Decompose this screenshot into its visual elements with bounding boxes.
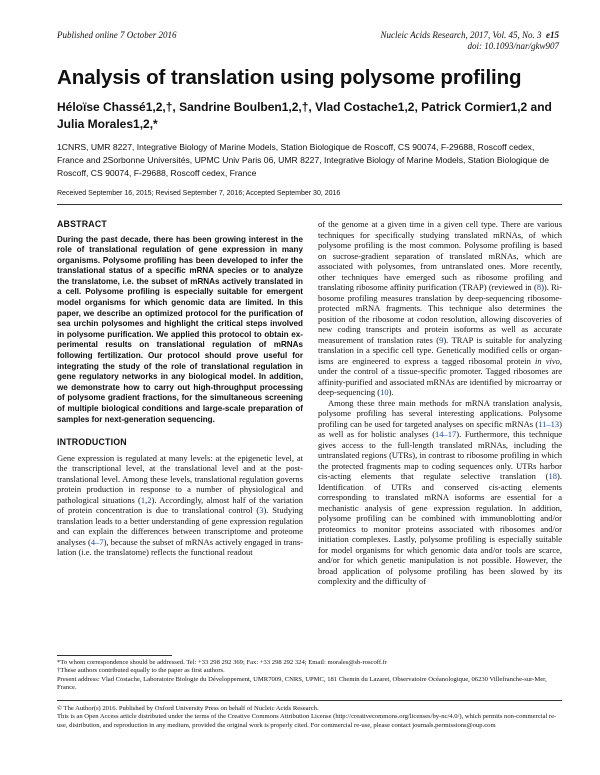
text-run: ) as well as for holistic analyses ( — [318, 418, 562, 439]
body-paragraph-2 — [318, 398, 562, 587]
copyright-line: © The Author(s) 2016. Published by Oxford University Press on behalf of Nucleic Acids Research. — [57, 705, 319, 712]
license-block — [57, 705, 562, 730]
authors-line-1: Héloïse Chassé1,2,†, Sandrine Boulben1,2,†, Vlad Costache1,2, Patrick Cormier1,2 and — [57, 100, 552, 114]
published-date: Published online 7 October 2016 — [57, 30, 177, 40]
text-run: , under the control of a tissue-specific promoter. Tagged ribosomes are affinity-purified and associated mRNAs are identified by microarray or deep-sequencing ( — [318, 355, 562, 397]
citation-link[interactable]: 2 — [147, 494, 152, 505]
footnotes — [57, 659, 562, 692]
text-run: )). Ribosome profiling measures translation by deep-sequencing ribosome-protected mRNA fragments. This technique also determines the position of the ribosome at codon resolution, allowing discoveries of new coding transcripts and protein isoforms as well as accurate measurement of translation rates ( — [318, 282, 563, 345]
body-paragraph-1 — [318, 219, 562, 398]
text-run: of the genome at a given time in a given cell type. There are various techniques for specifically studying translated mRNAs, of which polysome profiling is the most common. Polysome profiling is based on sucrose-gradient separation of translated mRNAs, which are associated with polysomes, from untranslated ones. More recently, other techniques have emerged such as ribosome profiling and translating ribosome affinity purification (TRAP) (reviewed in ( — [318, 219, 562, 292]
text-run: ). Furthermore, this technique gives access to the full-length translated mRNAs, including the untranslated regions (UTRs), in contrast to ribosome profiling in which the protected fragments map to coding sequences only. UTRs harbor cis-acting elements that regulate selective translation ( — [318, 429, 563, 481]
abstract-text: During the past decade, there has been growing interest in the role of translational regulation of gene expression in many organisms. Polysome profiling has been developed to infer the translational status of a specific mRNA species or to analyze the translatome, i.e. the subset of mRNAs actively translated in a cell. Polysome profiling is especially suitable for emergent model organisms for which genomic data are limited. In this paper, we describe an optimized protocol for the purification of sea urchin polysomes and highlight the critical steps involved in polysome purification. We applied this protocol to obtain experimental results on translational regulation of mRNAs following fertilization. Our protocol should prove useful for integrating the study of the role of translational regulation in gene regulatory networks in any biological model. In addition, we demonstrate how to carry out high-throughput processing of polysome gradient fractions, for the simultaneous screening of multiple biological conditions and large-scale preparation of samples for next-generation sequencing. — [57, 234, 303, 424]
citation-link[interactable]: 8 — [536, 282, 542, 292]
license-text: This is an Open Access article distributed under the terms of the Creative Commons Attribution License (http://creativecommons.org/licenses/by-nc/4.0/), which permits non-commercial re-use, distribution, and reproduction in any medium, provided the original work is properly cited. For commercial re-use, please contact journals.permissions@oup.com — [57, 713, 557, 729]
citation-link[interactable]: 11–13 — [538, 418, 560, 429]
text-run: Among these three main methods for mRNA translation analysis, polysome profiling has several interesting applications. Polysome profiling can be used for targeted analyses on specific mRNAs ( — [318, 397, 562, 429]
doi[interactable]: doi: 10.1093/nar/gkw907 — [467, 41, 559, 51]
equal-contribution-note: †These authors contributed equally to the paper as first authors. — [57, 667, 225, 675]
text-run: ). Studying translation leads to a better understanding of gene expression regulation and can explain the differences between transcriptome and proteome analyses ( — [57, 505, 304, 547]
citation-link[interactable]: 3 — [259, 505, 264, 516]
citation-link[interactable]: 4–7 — [90, 536, 104, 547]
received-dates: Received September 16, 2015; Revised September 7, 2016; Accepted September 30, 2016 — [57, 190, 341, 197]
journal-name: Nucleic Acids Research, 2017, Vol. 45, No. 3 — [380, 30, 542, 40]
authors-line-2: Julia Morales1,2,* — [57, 116, 158, 131]
correspondence-note: *To whom correspondence should be addressed. Tel: +33 298 292 369; Fax: +33 298 292 324; Email: morales@sb-roscoff.fr — [57, 659, 388, 666]
text-run: ). Identification of UTRs and conserved cis-acting elements corresponding to translated mRNA isoforms are essential for a mechanistic analysis of gene expression regulation. In addition, polysome profiling can be combined with immunoblotting and/or proteomics to monitor proteins associated with ribosomes and/or initiation complexes. Lastly, polysome profiling is especially suitable for model organisms for which genomic data and/or tools are scarce, and/or for which genetic manipulation is not possible. However, the broad application of polysome profiling has been slowed by its complexity and the difficulty of — [318, 471, 562, 586]
right-column — [318, 219, 562, 587]
page-number: e15 — [546, 30, 559, 40]
citation-link[interactable]: 1 — [140, 494, 146, 505]
text-run: , — [145, 494, 148, 505]
journal-citation — [381, 30, 559, 52]
footnote-divider — [57, 655, 172, 656]
present-address-note: Present address: Vlad Costache, Laboratoire Biologie du Développement, UMR7009, CNRS, UPMC, 181 Chemin du Lazaret, Observatoire Océanologique, 06230 Villefranche-sur-Mer, France. — [57, 675, 547, 691]
author-list — [57, 99, 557, 132]
left-column — [57, 219, 303, 558]
text-run: ). Accordingly, almost half of the variation of protein concentration is due to translational control ( — [57, 494, 303, 516]
text-run: ), because the subset of mRNAs actively engaged in translation (i.e. the translatome) reflects the functional readout — [57, 536, 303, 558]
intro-paragraph-1 — [57, 453, 303, 558]
copyright-divider — [57, 700, 562, 701]
citation-link[interactable]: 10 — [380, 387, 389, 397]
text-run: ). TRAP is suitable for analyzing translation in a specific cell type. Genetically modified cells or organisms are engineered to express a tagged ribosomal protein — [318, 334, 562, 366]
citation-link[interactable]: 14–17 — [435, 429, 457, 439]
citation-link[interactable]: 18 — [548, 471, 558, 481]
abstract-heading: ABSTRACT — [57, 219, 107, 229]
text-run: ). — [388, 387, 394, 397]
introduction-heading: INTRODUCTION — [57, 437, 127, 448]
text-run: Gene expression is regulated at many levels: at the epigenetic level, at the transcriptional level, at the translational level and at the post-translational level. Among these levels, translational regulation governs protein production in response to a number of physiological and pathological situations ( — [57, 452, 303, 505]
article-title: Analysis of translation using polysome profiling — [57, 66, 522, 89]
citation-link[interactable]: 9 — [439, 334, 444, 345]
header-divider — [57, 204, 562, 205]
italic-term: in vivo — [534, 355, 560, 366]
affiliations: 1CNRS, UMR 8227, Integrative Biology of Marine Models, Station Biologique de Roscoff, CS 90074, F-29688, Roscoff cedex, France and 2Sorbonne Universités, UPMC Univ Paris 06, UMR 8227, Integrative Biology of Marine Models, Station Biologique de Roscoff, CS 90074, F-29688, Roscoff cedex, France — [57, 142, 550, 178]
